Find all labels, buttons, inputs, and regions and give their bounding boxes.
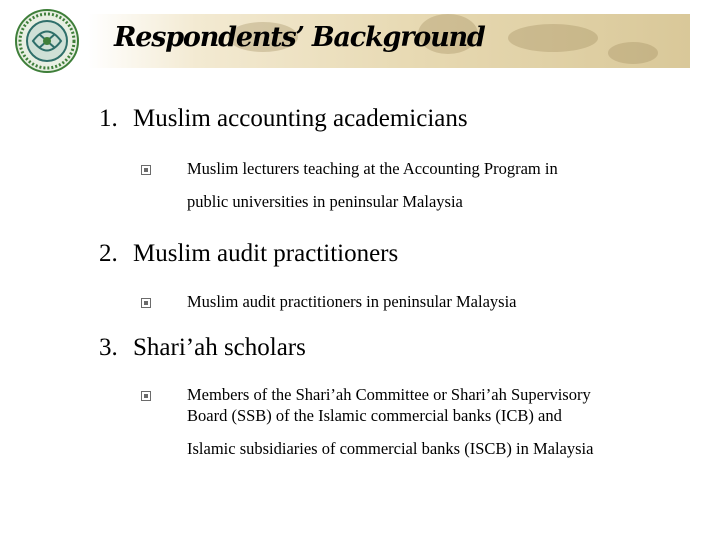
item-number: 1. [99,105,118,132]
list-item-academicians [99,105,468,133]
world-map-shape [508,24,598,52]
item-number: 3. [99,334,118,361]
university-emblem-icon [11,8,83,74]
item-number: 2. [99,240,118,267]
slide-title: Respondents’ Background [114,22,485,53]
item-heading: Shari’ah scholars [133,334,306,361]
square-bullet-icon [141,298,151,308]
square-bullet-icon [141,391,151,401]
sub-bullet-text: Islamic subsidiaries of commercial banks (ISCB) in Malaysia [187,439,594,458]
item-heading: Muslim accounting academicians [133,105,468,132]
sub-bullet-text: Board (SSB) of the Islamic commercial banks (ICB) and [187,406,562,425]
world-map-shape [608,42,658,64]
list-item-audit-practitioners [99,240,398,268]
square-bullet-icon [141,165,151,175]
list-item-shariah-scholars [99,334,306,362]
sub-bullet-text: public universities in peninsular Malaysia [187,192,463,211]
sub-bullet-text: Muslim lecturers teaching at the Accounting Program in [187,159,558,178]
sub-bullet-text: Muslim audit practitioners in peninsular Malaysia [187,292,517,311]
item-heading: Muslim audit practitioners [133,240,399,267]
sub-bullet-text: Members of the Shari’ah Committee or Shari’ah Supervisory [187,385,591,404]
